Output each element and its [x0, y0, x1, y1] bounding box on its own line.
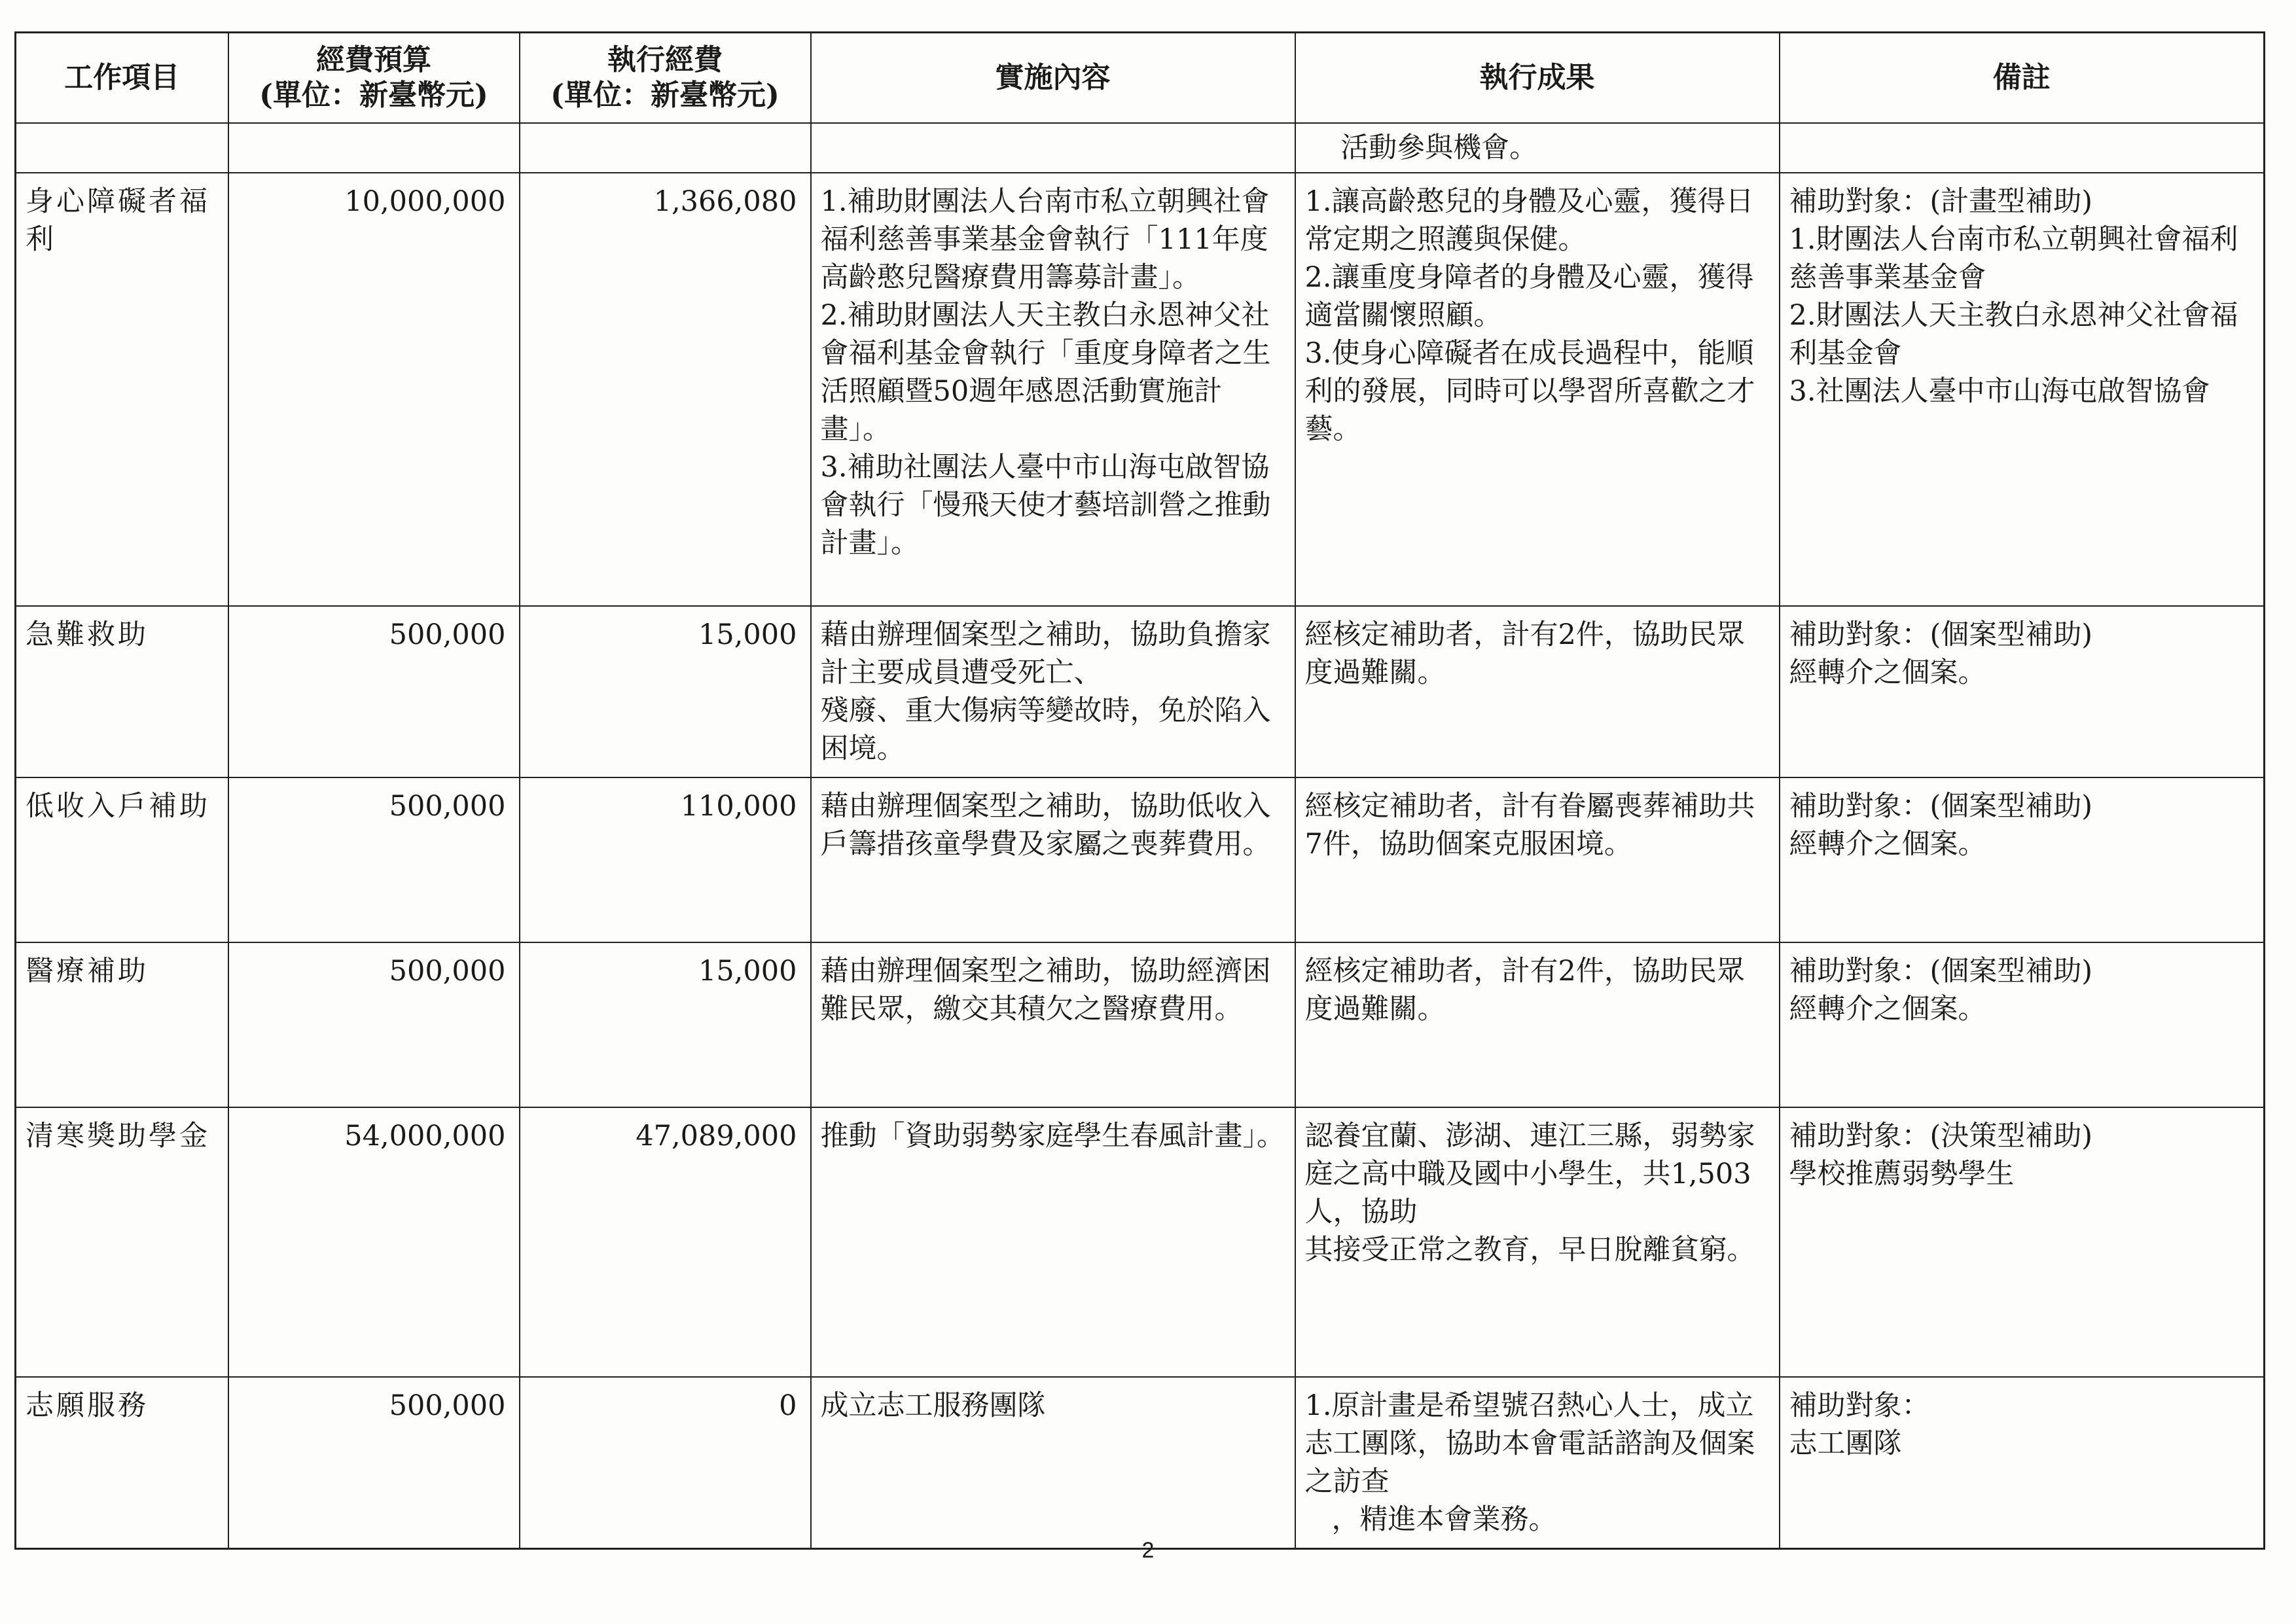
page-number: 2: [1141, 1538, 1155, 1563]
header-content: 實施內容: [811, 33, 1295, 124]
cell-content: 藉由辦理個案型之補助，協助經濟困難民眾，繳交其積欠之醫療費用。: [811, 942, 1295, 1107]
cell-content: 藉由辦理個案型之補助，協助低收入戶籌措孩童學費及家屬之喪葬費用。: [811, 777, 1295, 942]
cell-executed: 1,366,080: [520, 173, 811, 606]
cell-note: 補助對象：(個案型補助) 經轉介之個案。: [1780, 942, 2265, 1107]
table-row: [16, 942, 2265, 1107]
table-row: [16, 1107, 2265, 1377]
cell-executed: 15,000: [520, 942, 811, 1107]
cell-result: 經核定補助者，計有2件，協助民眾度過難關。: [1295, 942, 1780, 1107]
continuation-row: [16, 123, 2265, 173]
cell-executed: 110,000: [520, 777, 811, 942]
cell-result: 認養宜蘭、澎湖、連江三縣，弱勢家庭之高中職及國中小學生，共1,503人，協助 其接受正常之教育，早日脫離貧窮。: [1295, 1107, 1780, 1377]
table-row: [16, 777, 2265, 942]
header-note: 備註: [1780, 33, 2265, 124]
table-row: [16, 173, 2265, 606]
cell-budget: 500,000: [228, 777, 520, 942]
table-header-row: [16, 33, 2265, 124]
cell-budget: 500,000: [228, 1377, 520, 1549]
cell-note: 補助對象：(決策型補助) 學校推薦弱勢學生: [1780, 1107, 2265, 1377]
cell-result: 活動參與機會。: [1295, 123, 1780, 173]
cell-budget: 54,000,000: [228, 1107, 520, 1377]
cell-budget: 500,000: [228, 606, 520, 777]
header-executed: 執行經費 (單位：新臺幣元): [520, 33, 811, 124]
cell-note: 補助對象： 志工團隊: [1780, 1377, 2265, 1549]
cell-item: 志願服務: [16, 1377, 228, 1549]
cell-item: 清寒獎助學金: [16, 1107, 228, 1377]
cell-item: 醫療補助: [16, 942, 228, 1107]
cell-result: 經核定補助者，計有2件，協助民眾度過難關。: [1295, 606, 1780, 777]
cell-executed: [520, 123, 811, 173]
cell-executed: 47,089,000: [520, 1107, 811, 1377]
cell-content: 推動「資助弱勢家庭學生春風計畫」。: [811, 1107, 1295, 1377]
header-result: 執行成果: [1295, 33, 1780, 124]
budget-execution-table: [14, 31, 2265, 1550]
cell-executed: 0: [520, 1377, 811, 1549]
cell-result: 經核定補助者，計有眷屬喪葬補助共7件，協助個案克服困境。: [1295, 777, 1780, 942]
header-item: 工作項目: [16, 33, 228, 124]
cell-note: 補助對象：(個案型補助) 經轉介之個案。: [1780, 777, 2265, 942]
cell-item: [16, 123, 228, 173]
cell-budget: 10,000,000: [228, 173, 520, 606]
cell-budget: [228, 123, 520, 173]
cell-content: 1.補助財團法人台南市私立朝興社會福利慈善事業基金會執行「111年度高齡憨兒醫療費用籌募計畫」。 2.補助財團法人天主教白永恩神父社會福利基金會執行「重度身障者之生活照顧暨50週年感恩活動實施計畫」。 3.補助社團法人臺中市山海屯啟智協會執行「慢飛天使才藝培訓營之推動計畫」。: [811, 173, 1295, 606]
cell-content: [811, 123, 1295, 173]
cell-budget: 500,000: [228, 942, 520, 1107]
cell-content: 藉由辦理個案型之補助，協助負擔家計主要成員遭受死亡、 殘廢、重大傷病等變故時，免於陷入困境。: [811, 606, 1295, 777]
cell-note: 補助對象：(個案型補助) 經轉介之個案。: [1780, 606, 2265, 777]
cell-note: 補助對象：(計畫型補助) 1.財團法人台南市私立朝興社會福利慈善事業基金會 2.財團法人天主教白永恩神父社會福利基金會 3.社團法人臺中市山海屯啟智協會: [1780, 173, 2265, 606]
cell-executed: 15,000: [520, 606, 811, 777]
table-row: [16, 1377, 2265, 1549]
cell-item: 低收入戶補助: [16, 777, 228, 942]
cell-result: 1.原計畫是希望號召熱心人士，成立志工團隊，協助本會電話諮詢及個案之訪查 ，精進本會業務。: [1295, 1377, 1780, 1549]
cell-content: 成立志工服務團隊: [811, 1377, 1295, 1549]
table-row: [16, 606, 2265, 777]
cell-item: 身心障礙者福利: [16, 173, 228, 606]
cell-result: 1.讓高齡憨兒的身體及心靈，獲得日常定期之照護與保健。 2.讓重度身障者的身體及心靈，獲得適當關懷照顧。 3.使身心障礙者在成長過程中，能順利的發展，同時可以學習所喜歡之才藝。: [1295, 173, 1780, 606]
cell-item: 急難救助: [16, 606, 228, 777]
cell-note: [1780, 123, 2265, 173]
header-budget: 經費預算 (單位：新臺幣元): [228, 33, 520, 124]
